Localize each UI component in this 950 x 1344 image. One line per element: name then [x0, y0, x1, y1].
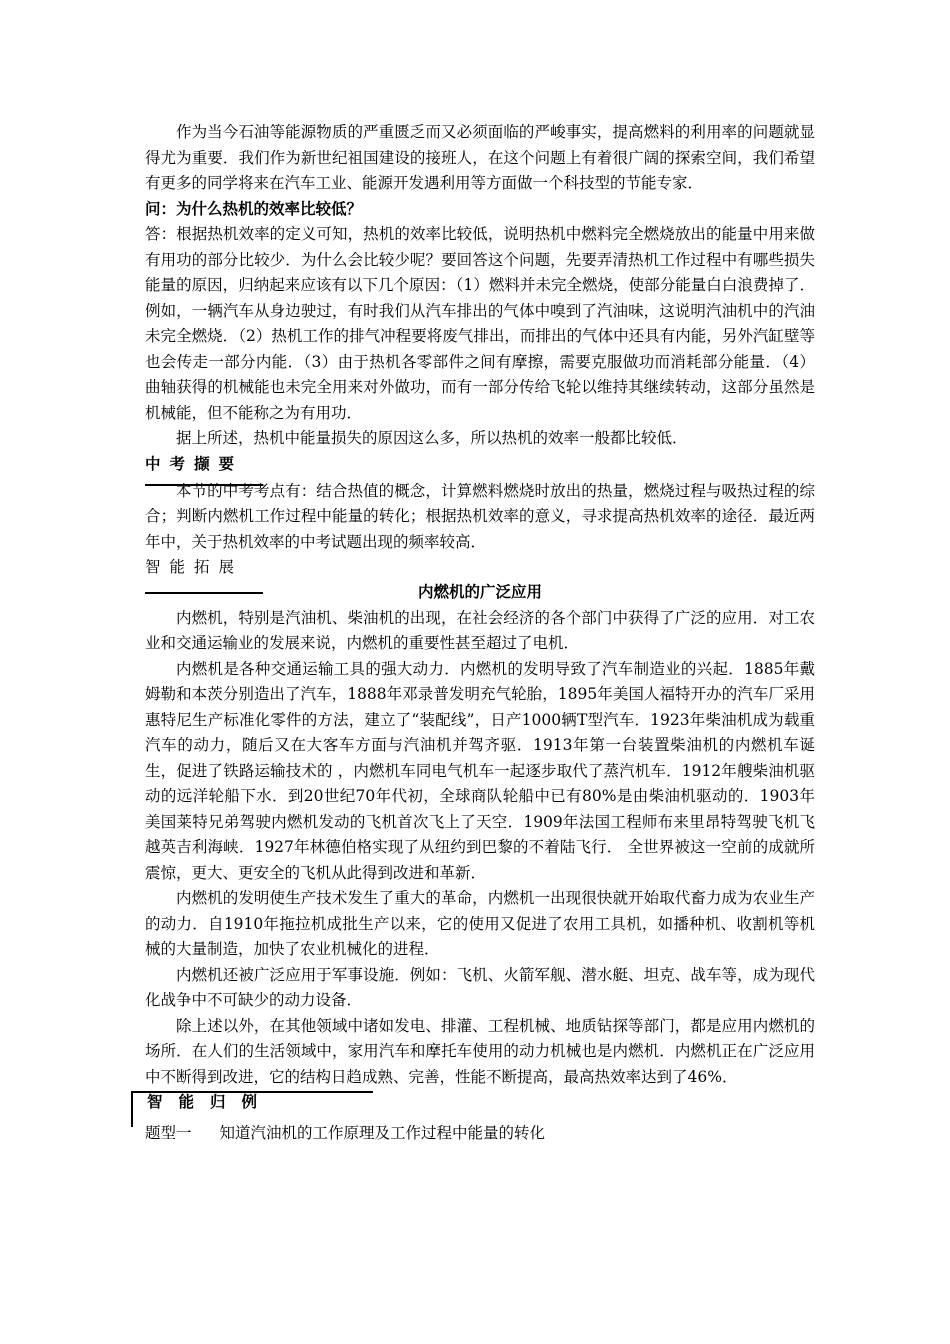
answer-paragraph: 答：根据热机效率的定义可知，热机的效率比较低，说明热机中燃料完全燃烧放出的能量中用来做有用功的部分比较少．为什么会比较少呢？要回答这个问题，先要弄清热机工作过程中有哪些损失能量的原因，归纳起来应该有以下几个原因：（1）燃料并未完全燃烧，使部分能量白白浪费掉了．例如，一辆汽车从身边驶过，有时我们从汽车排出的气体中嗅到了汽油味，这说明汽油机中的汽油未完全燃烧．（2）热机工作的排气冲程要将废气排出，而排出的气体中还具有内能，另外汽缸壁等也会传走一部分内能．（3）由于热机各零部件之间有摩擦，需要克服做功而消耗部分能量．（4）曲轴获得的机械能也未完全用来对外做功，而有一部分传给飞轮以维持其继续转动，这部分虽然是机械能，但不能称之为有用功． — [145, 225, 815, 422]
summary-line: 据上所述，热机中能量损失的原因这么多，所以热机的效率一般都比较低． — [176, 429, 688, 447]
intro-paragraph: 作为当今石油等能源物质的严重匮乏而又必须面临的严峻事实，提高燃料的利用率的问题就显得尤为重要．我们作为新世纪祖国建设的接班人，在这个问题上有着很广阔的探索空间，我们希望有更多的同学将来在汽车工业、能源开发遇利用等方面做一个科技型的节能专家． — [145, 123, 815, 192]
section-examples-heading: 智能归例 — [147, 1093, 274, 1111]
section-exam-rule — [145, 484, 263, 486]
section-examples-bracket — [131, 1091, 133, 1127]
article-title: 内燃机的广泛应用 — [417, 583, 542, 601]
section-expand-heading: 智能拓展 — [145, 558, 244, 576]
question-type-line — [145, 1121, 815, 1147]
section-exam-heading: 中考撷要 — [145, 454, 244, 473]
question-type-text: 知道汽油机的工作原理及工作过程中能量的转化 — [219, 1124, 546, 1142]
section-examples-rule — [131, 1091, 373, 1093]
question-type-label: 题型一 — [145, 1124, 192, 1142]
document-page — [145, 120, 815, 1147]
article-paragraph: 内燃机，特别是汽油机、柴油机的出现，在社会经济的各个部门中获得了广泛的应用．对工农业和交通运输业的发展来说，内燃机的重要性甚至超过了电机． — [145, 608, 815, 652]
article-paragraph: 除上述以外，在其他领域中诸如发电、排灌、工程机械、地质钻探等部门，都是应用内燃机的场所．在人们的生活领域中，家用汽车和摩托车使用的动力机械也是内燃机．内燃机正在广泛应用中不断得到改进，它的结构日趋成熟、完善，性能不断提高，最高热效率达到了46%． — [145, 1016, 815, 1086]
article-paragraph: 内燃机的发明使生产技术发生了重大的革命，内燃机一出现很快就开始取代畜力成为农业生产的动力．自1910年拖拉机成批生产以来，它的使用又促进了农用工具机，如播种机、收割机等机械的大量制造，加快了农业机械化的进程． — [145, 889, 815, 958]
question-heading: 问：为什么热机的效率比较低？ — [145, 199, 363, 218]
article-paragraph: 内燃机是各种交通运输工具的强大动力．内燃机的发明导致了汽车制造业的兴起．1885年戴姆勒和本茨分别造出了汽车，1888年邓录普发明充气轮胎，1895年美国人福特开办的汽车厂采用惠特尼生产标准化零件的方法，建立了“装配线”，日产1000辆T型汽车．1923年柴油机成为载重汽车的动力，随后又在大客车方面与汽油机并驾齐驱．1913年第一台装置柴油机的内燃机车诞生，促进了铁路运输技术的 ，内燃机车同电气机车一起逐步取代了蒸汽机车．1912年艘柴油机驱动的远洋轮船下水．到20世纪70年代初，全球商队轮船中已有80%是由柴油机驱动的．1903年美国莱特兄弟驾驶内燃机发动的飞机首次飞上了天空．1909年法国工程师布来里昂特驾驶飞机飞越英吉利海峡．1927年林德伯格实现了从纽约到巴黎的不着陆飞行． 全世界被这一空前的成就所震惊，更大、更安全的飞机从此得到改进和革新． — [145, 659, 815, 882]
article-paragraph: 内燃机还被广泛应用于军事设施．例如：飞机、火箭军舰、潜水艇、坦克、战车等，成为现代化战争中不可缺少的动力设备． — [145, 965, 815, 1009]
exam-paragraph: 本节的中考考点有：结合热值的概念，计算燃料燃烧时放出的热量，燃烧过程与吸热过程的综合；判断内燃机工作过程中能量的转化；根据热机效率的意义，寻求提高热机效率的途径．最近两年中，关于热机效率的中考试题出现的频率较高． — [145, 481, 815, 551]
section-expand-rule — [145, 592, 263, 594]
